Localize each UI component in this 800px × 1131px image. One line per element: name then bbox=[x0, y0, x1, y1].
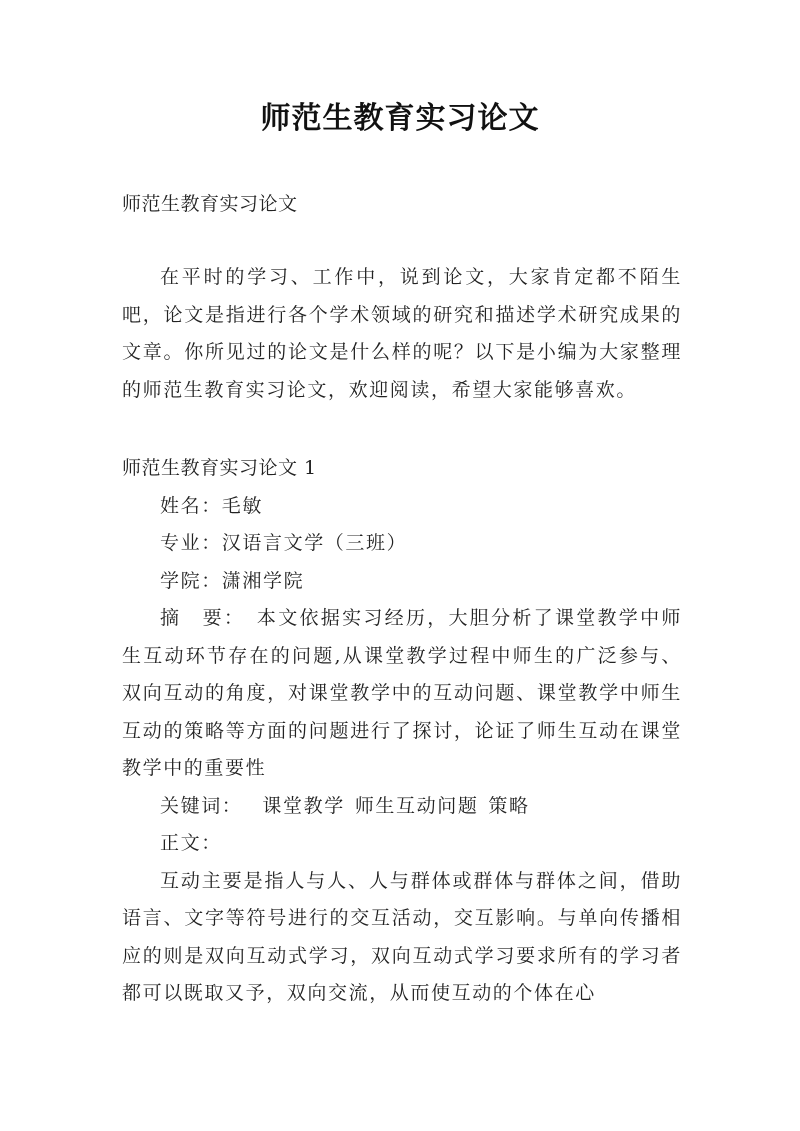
intro-paragraph: 在平时的学习、工作中，说到论文，大家肯定都不陌生吧，论文是指进行各个学术领域的研究和描述学术研究成果的文章。你所见过的论文是什么样的呢？以下是小编为大家整理的师范生教育实习论文，欢迎阅读，希望大家能够喜欢。 bbox=[122, 266, 682, 401]
document-title: 师范生教育实习论文 bbox=[260, 101, 540, 136]
keyword-item: 策略 bbox=[488, 794, 530, 817]
author-college: 学院：潇湘学院 bbox=[160, 569, 305, 592]
author-name: 姓名：毛敏 bbox=[160, 494, 264, 517]
keyword-item: 课堂教学 bbox=[262, 794, 345, 817]
section-heading: 师范生教育实习论文 1 bbox=[122, 457, 317, 479]
essay-section bbox=[122, 450, 682, 1013]
abstract-paragraph: 摘 要： 本文依据实习经历，大胆分析了课堂教学中师生互动环节存在的问题,从课堂教学过程中师生的广泛参与、双向互动的角度，对课堂教学中的互动问题、课堂教学中师生互动的策略等方面的问题进行了探讨，论证了师生互动在课堂教学中的重要性 bbox=[122, 607, 682, 779]
body-label: 正文： bbox=[160, 832, 222, 854]
keywords-line bbox=[122, 788, 682, 826]
keywords-label: 关键词： bbox=[160, 794, 243, 817]
body-paragraph: 互动主要是指人与人、人与群体或群体与群体之间，借助语言、文字等符号进行的交互活动，交互影响。与单向传播相应的则是双向互动式学习，双向互动式学习要求所有的学习者都可以既取又予，双向交流，从而使互动的个体在心 bbox=[122, 869, 682, 1004]
document-subtitle: 师范生教育实习论文 bbox=[122, 193, 298, 215]
keyword-item: 师生互动问题 bbox=[354, 794, 479, 817]
author-major: 专业：汉语言文学（三班） bbox=[160, 532, 408, 554]
